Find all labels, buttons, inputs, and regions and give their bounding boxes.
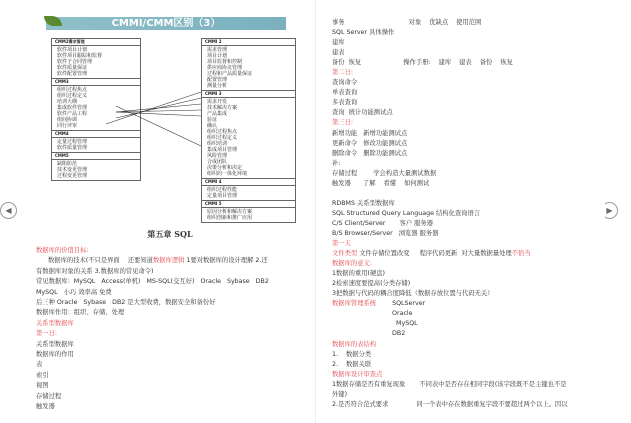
text-line [332,380,568,390]
highlight-text: 数据库设计审查点 [332,370,383,378]
text-line [332,370,568,380]
text-line [332,149,568,159]
cmm-level-header: CMMI 4 [202,179,295,186]
process-area: 技术解决方案 [207,105,238,111]
text-line [332,189,568,199]
cmmi-slide-image [46,14,286,224]
text-line [332,28,568,38]
highlight-text: 关系型数据库 [36,319,74,327]
text-line [36,308,269,318]
highlight-text: 不恰当 [511,250,531,258]
right-page-text [332,18,568,410]
body-text: 常见数据库：MySQL Access(单机) MS-SQL(交互好) Oracle Sybase DB2 [36,278,269,286]
process-area: 产品集成 [207,111,228,117]
body-text: 外键) [332,390,348,398]
text-line [332,179,568,189]
process-area: 组织的一体化环境 [207,171,248,177]
text-line [332,390,568,400]
left-page-text [36,246,269,413]
text-line [36,298,269,308]
prev-page-button[interactable] [0,202,17,219]
process-area: 软件配置管理 [57,71,88,77]
cmm-level-header: CMM2需求管理 [52,39,140,46]
process-area: 组织过程定义 [207,135,238,141]
body-text: 2. 数据关联 [332,360,372,368]
cmm-level-header: CMMI 5 [202,201,295,208]
text-line [332,400,568,410]
process-area: 组织过程焦点 [57,87,88,93]
text-line [332,48,568,58]
process-area: 软件质量管理 [57,145,88,151]
process-area: 组织过程焦点 [207,129,238,135]
text-line [36,267,269,277]
text-line [332,78,568,88]
body-text: 更新命令 修改功能测试点 [332,139,408,147]
text-line [332,219,568,229]
text-line [36,350,269,360]
highlight-text: 数据库逻辑 [152,257,185,265]
highlight-text: 第一日: [36,330,58,338]
body-text: SQLServer [376,300,426,308]
cmm-level-header: CMMI 3 [202,91,295,98]
body-text: 触发器 [36,403,55,411]
body-text: 2.是否符合范式要求 同一个表中存在数据重复字段不要超过两个以上。因以 [332,400,568,408]
text-line [36,371,269,381]
process-area: 确认 [207,123,218,129]
text-line [332,340,568,350]
text-line [332,289,568,299]
body-text: 数据库的技术(不只是界面 还要知道 [36,257,153,265]
body-text: 触发器 了解 看懂 如何测试 [332,179,430,187]
text-line [332,249,568,259]
text-line [332,159,568,169]
body-text: 1数据的重用(硬盘) [332,270,385,278]
body-text: 查询 统计功能测试点 [332,109,393,117]
text-line [332,118,568,128]
text-line [36,246,269,256]
body-text: Oracle [332,310,413,318]
body-text: 2检索速度要提高(分类存储) [332,280,411,288]
cmm-level-header: CMM3 [52,79,140,86]
body-text: 索引 [36,371,49,379]
text-line [332,98,568,108]
body-text: 多表查询 [332,99,358,107]
process-area: 配置管理 [207,77,228,83]
body-text: 数据库作用：组织、存储、处理 [36,309,125,317]
highlight-text: 文件类型 [332,250,358,258]
process-area: 项目计划 [207,53,228,59]
highlight-text: 数据库的表结构 [332,340,377,348]
text-line [332,299,568,309]
process-area: 软件项目计划 [57,47,88,53]
text-line [332,18,568,28]
body-text: SQL Structured Query Language 结构化查询语言 [332,209,481,217]
text-line [36,277,269,287]
highlight-text: 第一天 [332,240,351,248]
process-area: 需求开发 [207,99,228,105]
process-area: 供应商协议管理 [207,65,243,71]
text-line [332,88,568,98]
text-line [332,199,568,209]
process-area: 需求管理 [207,47,228,53]
process-area: 技术变更管理 [57,167,88,173]
text-line [332,360,568,370]
cmm-level-header: CMM5 [52,153,140,160]
text-line [332,58,568,68]
cmm-level-header: CMM4 [52,131,140,138]
body-text: 视图 [36,382,49,390]
text-line [332,269,568,279]
process-area: 软件项目跟踪和监督 [57,53,103,59]
body-text: 存储过程 学会构造大量测试数据 [332,169,437,177]
process-area: 集成项目管理 [207,147,238,153]
process-area: 软件子合同管理 [57,59,93,65]
left-page [24,0,316,423]
process-area: 测量分析 [207,83,228,89]
text-line [332,38,568,48]
body-text: 建库 [332,39,345,47]
process-area: 组织过程性能 [207,187,238,193]
text-line [36,402,269,412]
text-line [332,319,568,329]
highlight-text: 第三日: [332,119,354,127]
chapter-title: 第五章 SQL [147,229,193,239]
process-area: 风险管理 [207,153,228,159]
body-text: 补: [332,159,341,167]
text-line [332,229,568,239]
body-text: 1. 数据分类 [332,350,372,358]
mapping-arrows [46,14,286,224]
body-text: 事务 对象 优缺点 使用范围 [332,19,482,26]
text-line [36,340,269,350]
body-text: 建表 [332,49,345,57]
body-text: 查询命令 [332,79,358,87]
body-text: 1要对数据库的设计理解 2.还 [184,257,268,265]
body-text: 后三种 Oracle Sybase DB2 是大型收费，数据安全和备份好 [36,299,216,307]
text-line [36,329,269,339]
body-text: 存储过程 [36,392,62,400]
process-area: 培训大纲 [57,99,78,105]
process-area: 组间协调 [57,117,78,123]
chevron-right-icon: ▶ [606,206,613,215]
process-area: 验证 [207,117,218,123]
text-line [332,309,568,319]
body-text: 数据库的作用 [36,351,74,359]
chevron-left-icon: ◀ [5,206,12,215]
text-line [332,139,568,149]
body-text: 备份 恢复 操作手册: 建库 建表 备份 恢复 [332,59,513,67]
body-text: MySQL 小巧 效率高 免费 [36,288,112,296]
process-area: 同行评审 [57,123,78,129]
body-text: 单表查询 [332,89,358,97]
process-area: 组织过程定义 [57,93,88,99]
text-line [332,68,568,78]
text-line [332,350,568,360]
highlight-text: 数据库管理系统 [332,300,377,308]
text-line [332,129,568,139]
text-line [36,288,269,298]
body-text: B/S Browser/Server 浏览器 服务器 [332,229,439,237]
text-line [332,169,568,179]
highlight-text: 数据库的意义: [332,260,372,268]
text-line [332,239,568,249]
process-area: 过程变更管理 [57,173,88,179]
text-line [332,279,568,289]
body-text: 删除命令 删除功能测试点 [332,149,408,157]
text-line [332,108,568,118]
body-text: 新增功能 新增功能测试点 [332,129,408,137]
text-line [36,381,269,391]
body-text: 文件存储位置改变 程序代码更新 对大量数据量处理 [357,250,512,258]
body-text: DB2 [332,330,406,338]
text-line [36,319,269,329]
process-area: 定量项目管理 [207,193,238,199]
right-page [320,0,605,423]
process-area: 定量过程管理 [57,139,88,145]
process-area: 组织创新和推广应用 [207,215,253,221]
highlight-text: 数据库的价值目标: [36,247,89,254]
text-line [332,209,568,219]
text-line [36,392,269,402]
process-area: 原因分析和解决方案 [207,209,253,215]
body-text: SQL Server 具体操作 [332,29,395,37]
body-text: 1数据存储是否有重复现象 不同表中是否存在相同字段(该字段既不是主键也不是 [332,380,567,388]
process-area: 决策分析和决定 [207,165,243,171]
process-area: 集成软件管理 [57,105,88,111]
process-area: 组织培训 [207,141,228,147]
highlight-text: 第二日: [332,69,354,77]
process-area: 项目监督和控制 [207,59,243,65]
process-area: 缺陷防范 [57,161,78,167]
body-text: 关系型数据库 [36,340,74,348]
body-text: MySQL [332,320,418,328]
body-text: C/S Client/Server 客户 服务器 [332,219,434,227]
text-line [332,329,568,339]
cmm-level-header: CMMI 2 [202,39,295,46]
process-area: 软件产品工程 [57,111,88,117]
body-text: 表 [36,361,43,369]
slide-title: CMMI/CMM区别（3） [46,17,286,30]
body-text: 有数据库对象的关系 3.数据库的常见命令) [36,267,154,275]
text-line [36,256,269,266]
process-area: 合成团队 [207,159,228,165]
process-area: 过程和产品质量保证 [207,71,253,77]
body-text: 3把数据与代码的耦合度降低（数据存放位置与代码无关） [332,290,494,298]
process-area: 软件质量保证 [57,65,88,71]
body-text: RDBMS 关系型数据库 [332,199,395,207]
text-line [36,360,269,370]
text-line [332,259,568,269]
